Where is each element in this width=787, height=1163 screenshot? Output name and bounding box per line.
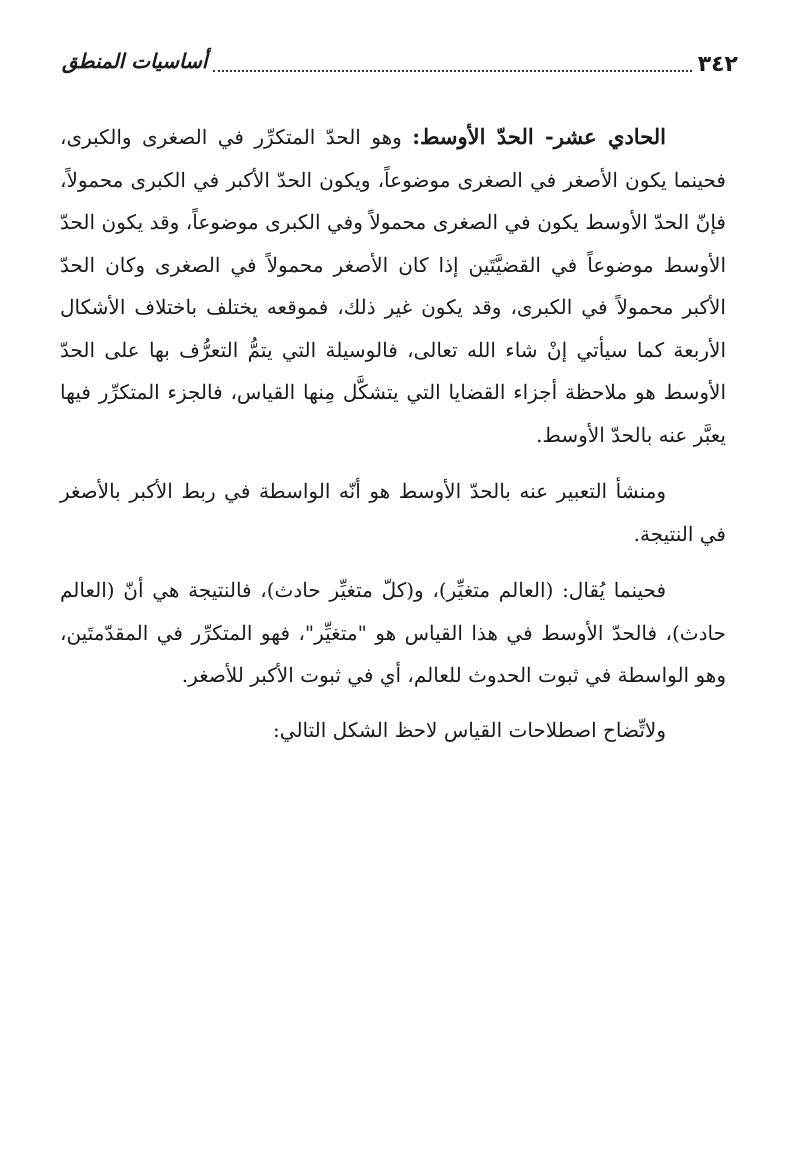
paragraph-middle-term-definition bbox=[60, 116, 726, 456]
paragraph-text: فحينما يُقال: (العالم متغيِّر)، و(كلّ متغيِّر حادث)، فالنتيجة هي أنّ (العالم حادث)، فالحدّ الأوسط في هذا القياس هو "متغيِّر"، فهو المتكرِّر في المقدّمتَين، وهو الواسطة في ثبوت الحدوث للعالم، أي في ثبوت الأكبر للأصغر. bbox=[60, 578, 726, 687]
paragraph-text: ولاتِّضاح اصطلاحات القياس لاحظ الشكل التالي: bbox=[273, 717, 666, 742]
paragraph-text: ومنشأ التعبير عنه بالحدّ الأوسط هو أنّه الواسطة في ربط الأكبر بالأصغر في النتيجة. bbox=[60, 479, 726, 546]
running-title: أساسيات المنطق bbox=[62, 49, 208, 73]
section-term: الحادي عشر- الحدّ الأوسط: bbox=[412, 124, 666, 149]
running-header bbox=[62, 44, 738, 84]
paragraph-text: وهو الحدّ المتكرِّر في الصغرى والكبرى، فحينما يكون الأصغر في الصغرى موضوعاً، ويكون الحدّ الأكبر في الكبرى محمولاً، فإنّ الحدّ الأوسط يكون في الصغرى محمولاً وفي الكبرى موضوعاً، وقد يكون الحدّ الأوسط موضوعاً في القضيَّتَين إذا كان الأصغر محمولاً في الصغرى وكان الحدّ الأكبر محمولاً في الكبرى، وقد يكون غير ذلك، فموقعه يختلف باختلاف الأشكال الأربعة كما سيأتي إنْ شاء الله تعالى، فالوسيلة التي يتمُّ التعرُّف بها على الحدّ الأوسط هو ملاحظة أجزاء القضايا التي يتشكَّل مِنها القياس، فالجزء المتكرِّر فيها يعبَّر عنه بالحدّ الأوسط. bbox=[60, 125, 726, 447]
page-number: ٣٤٢ bbox=[697, 51, 738, 77]
body-text bbox=[60, 116, 726, 763]
dotted-leader bbox=[213, 70, 691, 72]
paragraph-naming-origin bbox=[60, 470, 726, 555]
paragraph-example bbox=[60, 569, 726, 697]
paragraph-figure-intro bbox=[60, 709, 726, 752]
